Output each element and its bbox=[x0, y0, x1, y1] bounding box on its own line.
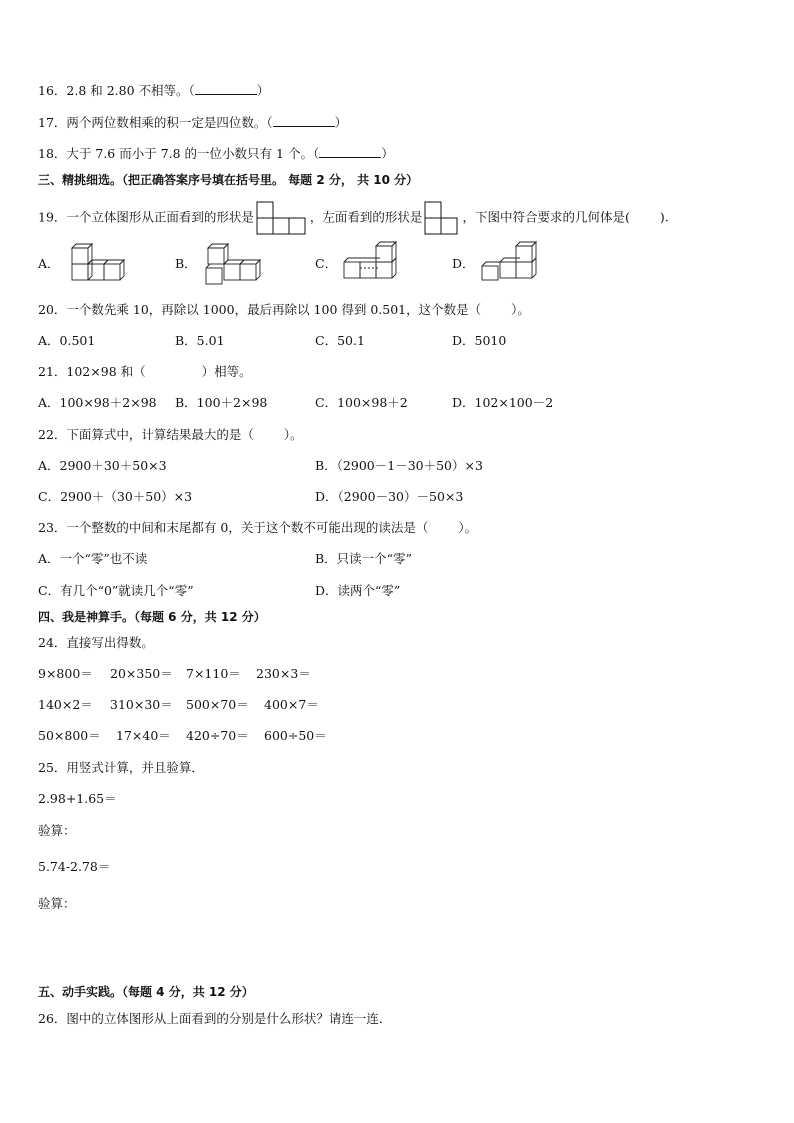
section-4-heading: 四、我是神算手。（每题 6 分，共 12 分） bbox=[38, 610, 266, 624]
option-d-label[interactable]: D． bbox=[452, 256, 475, 271]
check-label-2: 验算： bbox=[38, 896, 76, 911]
question-21: 21．102×98 和（ ）相等。 bbox=[38, 364, 252, 379]
question-24: 24．直接写出得数。 bbox=[38, 635, 154, 650]
cube-figure-a bbox=[66, 242, 136, 284]
answer-blank[interactable] bbox=[195, 82, 257, 95]
option-c-label[interactable]: C． bbox=[315, 256, 338, 271]
calc-item: 9×800＝ bbox=[38, 666, 93, 681]
calc-item: 600÷50＝ bbox=[264, 728, 327, 743]
question-16: 16．2.8 和 2.80 不相等。（ ） bbox=[38, 83, 270, 98]
q23-option-b[interactable]: B．只读一个“零” bbox=[315, 551, 412, 566]
answer-blank[interactable] bbox=[273, 114, 335, 127]
q20-option-c[interactable]: C．50.1 bbox=[315, 333, 365, 348]
question-17: 17．两个两位数相乘的积一定是四位数。（ ） bbox=[38, 115, 348, 130]
q20-option-a[interactable]: A．0.501 bbox=[38, 333, 96, 348]
question-20: 20．一个数先乘 10，再除以 1000，最后再除以 100 得到 0.501，这个数是（ ）。 bbox=[38, 302, 530, 317]
cube-figure-d bbox=[476, 238, 546, 286]
question-18: 18．大于 7.6 而小于 7.8 的一位小数只有 1 个。（ ） bbox=[38, 146, 394, 161]
left-view-icon bbox=[424, 201, 460, 235]
q23-option-c[interactable]: C．有几个“0”就读几个“零” bbox=[38, 583, 194, 598]
section-3-heading: 三、精挑细选。（把正确答案序号填在括号里。 每题 2 分， 共 10 分） bbox=[38, 173, 419, 187]
q23-option-a[interactable]: A．一个“零”也不读 bbox=[38, 551, 148, 566]
q21-option-c[interactable]: C．100×98＋2 bbox=[315, 395, 408, 410]
check-label-1: 验算： bbox=[38, 823, 76, 838]
question-23: 23．一个整数的中间和末尾都有 0，关于这个数不可能出现的读法是（ ）。 bbox=[38, 520, 478, 535]
calc-item: 310×30＝ bbox=[110, 697, 173, 712]
vertical-calc-2: 5.74-2.78＝ bbox=[38, 859, 111, 874]
q22-option-d[interactable]: D．（2900－30）－50×3 bbox=[315, 489, 464, 504]
question-22: 22．下面算式中，计算结果最大的是（ ）。 bbox=[38, 427, 303, 442]
calc-item: 50×800＝ bbox=[38, 728, 101, 743]
q20-option-b[interactable]: B．5.01 bbox=[175, 333, 225, 348]
q20-option-d[interactable]: D．5010 bbox=[452, 333, 507, 348]
calc-item: 20×350＝ bbox=[110, 666, 173, 681]
calc-item: 7×110＝ bbox=[186, 666, 241, 681]
q22-option-a[interactable]: A．2900＋30＋50×3 bbox=[38, 458, 167, 473]
question-26: 26．图中的立体图形从上面看到的分别是什么形状？请连一连． bbox=[38, 1011, 392, 1026]
cube-figure-b bbox=[200, 242, 270, 288]
section-5-heading: 五、动手实践。（每题 4 分，共 12 分） bbox=[38, 985, 254, 999]
calc-item: 230×3＝ bbox=[256, 666, 311, 681]
calc-item: 420÷70＝ bbox=[186, 728, 249, 743]
calc-item: 140×2＝ bbox=[38, 697, 93, 712]
q21-option-a[interactable]: A．100×98＋2×98 bbox=[38, 395, 157, 410]
option-b-label[interactable]: B． bbox=[175, 256, 197, 271]
q21-option-b[interactable]: B．100＋2×98 bbox=[175, 395, 268, 410]
q22-option-c[interactable]: C．2900＋（30＋50）×3 bbox=[38, 489, 193, 504]
answer-blank[interactable] bbox=[319, 145, 381, 158]
calc-item: 400×7＝ bbox=[264, 697, 319, 712]
q21-option-d[interactable]: D．102×100－2 bbox=[452, 395, 554, 410]
q23-option-d[interactable]: D．读两个“零” bbox=[315, 583, 401, 598]
question-25: 25．用竖式计算，并且验算． bbox=[38, 760, 204, 775]
question-19: 19．一个立体图形从正面看到的形状是 ，左面看到的形状是 ，下图中符合要求的几何体是( ). bbox=[38, 201, 669, 235]
q22-option-b[interactable]: B．（2900－1－30＋50）×3 bbox=[315, 458, 483, 473]
option-a-label[interactable]: A． bbox=[38, 256, 60, 271]
front-view-icon bbox=[256, 201, 308, 235]
vertical-calc-1: 2.98+1.65＝ bbox=[38, 791, 117, 806]
calc-item: 17×40＝ bbox=[116, 728, 171, 743]
calc-item: 500×70＝ bbox=[186, 697, 249, 712]
cube-figure-c bbox=[338, 238, 408, 286]
